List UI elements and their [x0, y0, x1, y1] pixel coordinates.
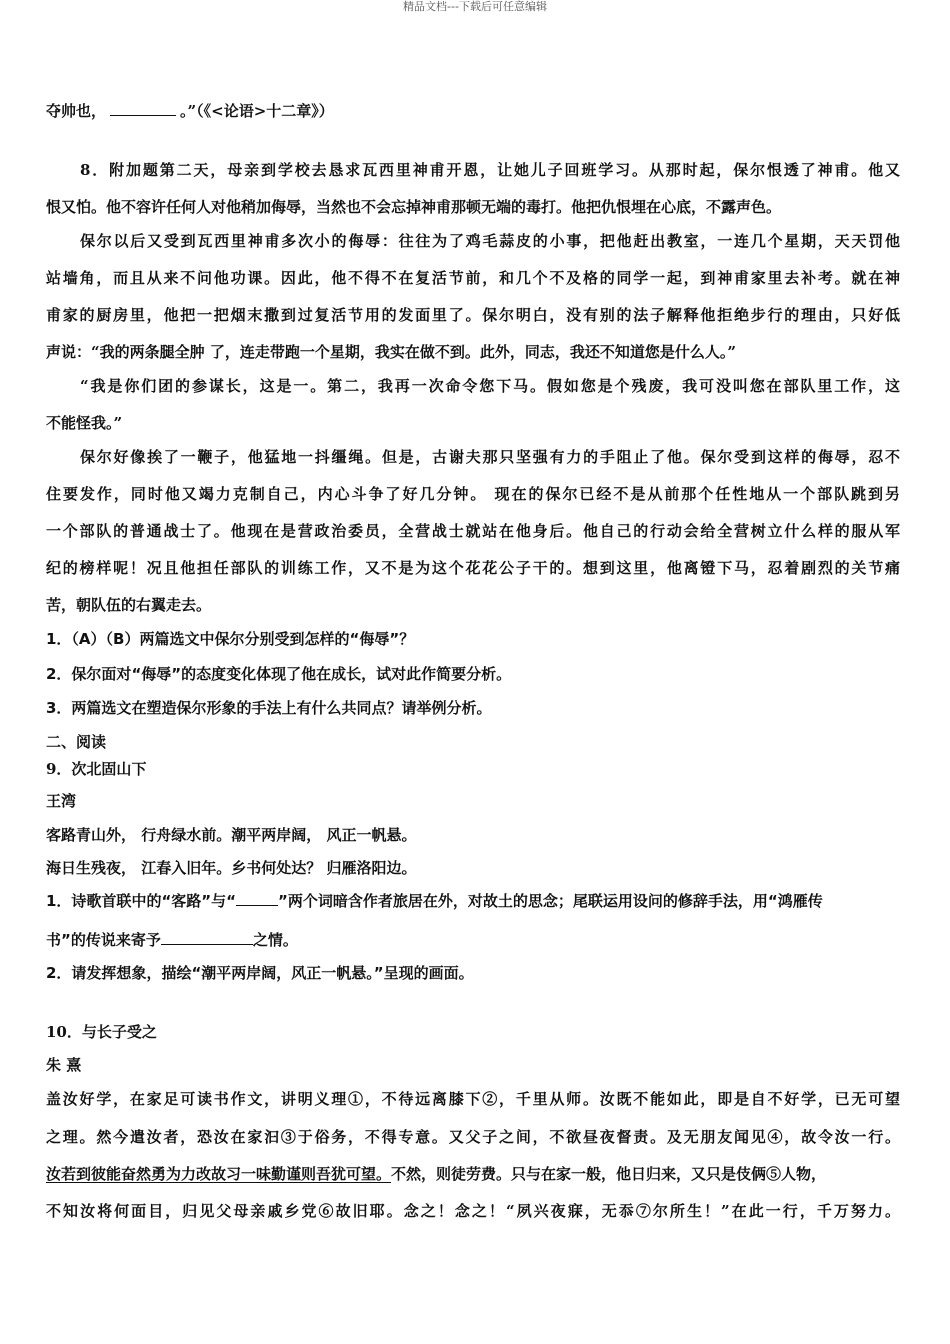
- letter-line-3-rest: 不然，则徒劳费。只与在家一般，他日归来，又只是伎俩⑤人物，: [391, 1165, 827, 1183]
- quote-text: 夺帅也，: [46, 102, 107, 120]
- poem-line-1: 客路青山外， 行舟绿水前。潮平两岸阔， 风正一帆悬。: [46, 826, 417, 844]
- letter-line-3: [46, 1163, 826, 1185]
- q9-question-1-line-2: [46, 929, 298, 951]
- q8-paragraph-2-line-3: 甫家的厨房里，他把一把烟末撒到过复活节用的发面里了。保尔明白，没有别的法子解释他拒绝步行的理由，只好低: [46, 306, 900, 324]
- q8-paragraph-4-line-5: 苦，朝队伍的右翼走去。: [46, 596, 212, 614]
- poem-line-2: 海日生残夜， 江春入旧年。乡书何处达？ 归雁洛阳边。: [46, 859, 417, 877]
- q10-title: 10．与长子受之: [46, 1023, 157, 1041]
- letter-author: 朱 熹: [46, 1056, 82, 1074]
- q9-question-1-text-a: 1．诗歌首联中的“客路”与“: [46, 892, 237, 910]
- underlined-sentence: 汝若到彼能奋然勇为力改故习一味勤谨则吾犹可望。: [46, 1165, 392, 1183]
- q9-question-2: 2．请发挥想象，描绘“潮平两岸阔，风正一帆悬。”呈现的画面。: [46, 964, 474, 982]
- q8-paragraph-2-line-4: 声说：“我的两条腿全肿 了，连走带跑一个星期，我实在做不到。此外，同志，我还不知道您是什么人。”: [46, 343, 736, 361]
- q8-paragraph-4-line-2: 住要发作，同时他又竭力克制自己，内心斗争了好几分钟。 现在的保尔已经不是从前那个任性地从一个部队跳到另: [46, 485, 900, 503]
- section-heading: 二、阅读: [46, 733, 107, 751]
- q9-title: 9．次北固山下: [46, 760, 147, 778]
- q9-question-1-text-c: 书”的传说来寄予: [46, 931, 161, 949]
- q8-paragraph-3-line-1: “我是你们团的参谋长，这是一。第二，我再一次命令您下马。假如您是个残废，我可没叫您在部队里工作，这: [80, 377, 900, 395]
- quote-source: 。”（《<论语>十二章》）: [180, 102, 334, 120]
- q8-paragraph-3-line-2: 不能怪我。”: [46, 414, 123, 432]
- letter-line-4: 不知汝将何面目，归见父母亲戚乡党⑥故旧耶。念之！念之！“夙兴夜寐，无忝⑦尔所生！”在此一行，千万努力。: [46, 1202, 900, 1220]
- q8-paragraph-2-line-1: 保尔以后又受到瓦西里神甫多次小的侮辱：往往为了鸡毛蒜皮的小事，把他赶出教室，一连几个星期，天天罚他: [80, 232, 900, 250]
- q8-question-2: 2．保尔面对“侮辱”的态度变化体现了他在成长，试对此作简要分析。: [46, 665, 512, 683]
- q9-question-1-text-b: ”两个词暗含作者旅居在外，对故土的思念；尾联运用设问的修辞手法，用“鸿雁传: [278, 892, 823, 910]
- q8-paragraph-4-line-4: 纪的榜样呢！况且他担任部队的训练工作，又不是为这个花花公子干的。想到这里，他离镫下马，忍着剧烈的关节痛: [46, 559, 900, 577]
- q9-question-1-text-d: 之情。: [252, 931, 298, 949]
- answer-blank: [236, 890, 278, 906]
- q8-paragraph-2-line-2: 站墙角，而且从来不问他功课。因此，他不得不在复活节前，和几个不及格的同学一起，到神甫家里去补考。就在神: [46, 269, 900, 287]
- q8-paragraph-4-line-3: 一个部队的普通战士了。他现在是营政治委员，全营战士就站在他身后。他自己的行动会给全营树立什么样的服从军: [46, 522, 900, 540]
- poem-author: 王湾: [46, 792, 77, 810]
- q8-paragraph-1-line-1: 8．附加题第二天，母亲到学校去恳求瓦西里神甫开恩，让她儿子回班学习。从那时起，保尔恨透了神甫。他又: [80, 161, 900, 179]
- q8-question-1: 1．（A）（B）两篇选文中保尔分别受到怎样的“侮辱”？: [46, 630, 415, 648]
- letter-line-1: 盖汝好学，在家足可读书作文，讲明义理①，不待远离膝下②，千里从师。汝既不能如此，即是自不好学，已无可望: [46, 1090, 900, 1108]
- q9-question-1-line-1: [46, 890, 823, 912]
- q8-paragraph-1-line-2: 恨又怕。他不容许任何人对他稍加侮辱，当然也不会忘掉神甫那顿无端的毒打。他把仇恨埋在心底，不露声色。: [46, 198, 782, 216]
- page-header: 精品文档---下载后可任意编辑: [403, 0, 547, 13]
- q8-question-3: 3．两篇选文在塑造保尔形象的手法上有什么共同点？请举例分析。: [46, 699, 492, 717]
- letter-line-2: 之理。然今遣汝者，恐汝在家汩③于俗务，不得专意。又父子之间，不欲昼夜督责。及无朋友闻见④，故令汝一行。: [46, 1128, 900, 1146]
- answer-blank: [110, 100, 176, 116]
- q8-paragraph-4-line-1: 保尔好像挨了一鞭子，他猛地一抖缰绳。但是，古谢夫那只坚强有力的手阻止了他。保尔受到这样的侮辱，忍不: [80, 448, 900, 466]
- quote-line: [46, 100, 334, 122]
- answer-blank: [161, 929, 253, 945]
